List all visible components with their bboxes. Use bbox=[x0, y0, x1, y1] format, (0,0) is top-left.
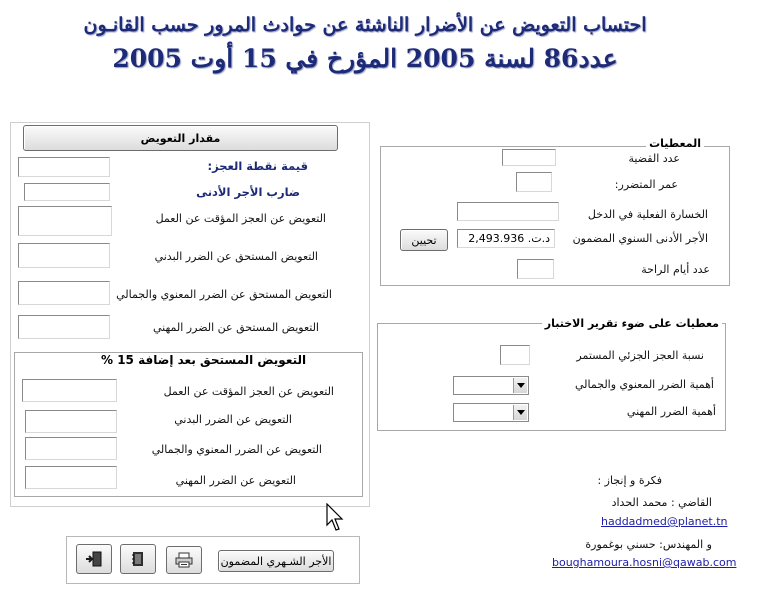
surcharge-legend: التعويض المستحق بعد إضافة 15 % bbox=[98, 353, 309, 367]
moral-importance-label: أهمية الضرر المعنوي والجمالي bbox=[575, 378, 714, 391]
chevron-down-icon[interactable] bbox=[513, 405, 527, 420]
temp-disability-label: التعويض عن العجز المؤقت عن العمل bbox=[155, 212, 326, 225]
printer-icon bbox=[175, 552, 193, 568]
case-number-field[interactable] bbox=[502, 149, 556, 166]
judge-email-link[interactable]: haddadmed@planet.tn bbox=[601, 515, 728, 528]
engineer-email-link[interactable]: boughamoura.hosni@qawab.com bbox=[552, 556, 737, 569]
exit-door-icon bbox=[85, 551, 103, 567]
point-value-field[interactable] bbox=[18, 157, 110, 177]
rest-days-field[interactable] bbox=[517, 259, 554, 279]
surcharge-professional-field[interactable] bbox=[25, 466, 117, 489]
min-wage-multiplier-label: ضارب الأجر الأدنى bbox=[196, 185, 300, 199]
moral-aesthetic-field[interactable] bbox=[18, 281, 110, 305]
professional-damage-label: التعويض المستحق عن الضرر المهني bbox=[152, 321, 319, 334]
credits-heading: فكرة و إنجاز : bbox=[597, 474, 662, 487]
surcharge-temp-disability-field[interactable] bbox=[22, 379, 117, 402]
income-loss-field[interactable] bbox=[457, 202, 559, 221]
physical-damage-label: التعويض المستحق عن الضرر البدني bbox=[154, 250, 318, 263]
permanent-disability-label: نسبة العجز الجزئي المستمر bbox=[576, 349, 704, 362]
min-wage-field[interactable]: د.ت. 2,493.936 bbox=[457, 229, 555, 248]
surcharge-professional-label: التعويض عن الضرر المهني bbox=[175, 474, 296, 487]
credits-engineer: و المهندس: حسني بوغمورة bbox=[585, 538, 712, 551]
permanent-disability-field[interactable] bbox=[500, 345, 530, 365]
professional-damage-field[interactable] bbox=[18, 315, 110, 339]
professional-importance-label: أهمية الضرر المهني bbox=[626, 405, 716, 418]
expert-legend: معطيات على ضوء تقرير الاختبار bbox=[542, 317, 722, 330]
chevron-down-icon[interactable] bbox=[513, 378, 527, 393]
print-button[interactable] bbox=[166, 546, 202, 574]
case-number-label: عدد القضية bbox=[628, 152, 680, 165]
professional-importance-select[interactable] bbox=[453, 403, 529, 422]
point-value-label: قيمة نقطة العجز: bbox=[207, 159, 308, 173]
mouse-cursor-icon bbox=[326, 503, 346, 533]
rest-days-label: عدد أيام الراحة bbox=[641, 263, 710, 276]
physical-damage-field[interactable] bbox=[18, 243, 110, 268]
page-title: احتساب التعويض عن الأضرار الناشئة عن حوادث المرور حسب القانـون bbox=[83, 14, 647, 36]
surcharge-physical-label: التعويض عن الضرر البدني bbox=[174, 413, 292, 426]
temp-disability-field[interactable] bbox=[18, 206, 112, 236]
compensation-amount-button[interactable]: مقدار التعويض bbox=[23, 125, 338, 151]
surcharge-moral-aesthetic-field[interactable] bbox=[25, 437, 117, 460]
victim-age-label: عمر المتضرر: bbox=[614, 178, 678, 191]
income-loss-label: الخسارة الفعلية في الدخل bbox=[587, 208, 708, 221]
min-wage-label: الأجر الأدنى السنوي المضمون bbox=[572, 232, 708, 245]
surcharge-physical-field[interactable] bbox=[25, 410, 117, 433]
notebook-button[interactable] bbox=[120, 544, 156, 574]
exit-button[interactable] bbox=[76, 544, 112, 574]
page-subtitle: عدد86 لسنة 2005 المؤرخ في 15 أوت 2005 bbox=[112, 44, 618, 73]
moral-aesthetic-label: التعويض المستحق عن الضرر المعنوي والجمالي bbox=[116, 288, 332, 301]
min-wage-multiplier-field[interactable] bbox=[24, 183, 110, 201]
notebook-icon bbox=[131, 551, 145, 567]
surcharge-temp-disability-label: التعويض عن العجز المؤقت عن العمل bbox=[163, 385, 334, 398]
monthly-wage-button[interactable]: الأجر الشـهري المضمون bbox=[218, 550, 334, 572]
credits-judge: القاضي : محمد الحداد bbox=[611, 496, 712, 509]
surcharge-moral-aesthetic-label: التعويض عن الضرر المعنوي والجمالي bbox=[151, 443, 322, 456]
update-button[interactable]: تحيين bbox=[400, 229, 448, 251]
data-legend: المعطيات bbox=[646, 137, 704, 150]
victim-age-field[interactable] bbox=[516, 172, 552, 192]
moral-importance-select[interactable] bbox=[453, 376, 529, 395]
